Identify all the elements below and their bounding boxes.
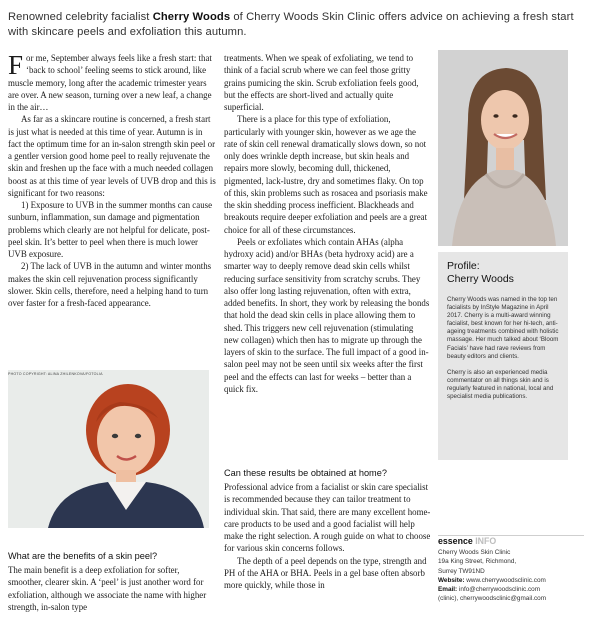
paragraph-2: As far as a skincare routine is concerned, a fresh start is just what is needed at this time of year. Autumn is in fact the optimum time for an in-salon strength skin peel or a gentler version good home peel to really rejuvenate the skin and freshen up the face with a much needed collagen boost as at this time of year levels of UVB drop and this is significant for two reasons: — [8, 114, 216, 198]
info-address-line-3: Surrey TW91ND — [438, 567, 485, 575]
profile-heading: Profile: — [447, 260, 480, 272]
drop-cap: F — [8, 50, 24, 80]
profile-paragraph-2: Cherry is also an experienced media commentator on all things skin and is regularly featured in national, local and specialist media publications. — [447, 368, 554, 401]
profile-box — [438, 252, 568, 460]
intro-standfirst — [8, 10, 584, 40]
home-paragraph-1: Professional advice from a facialist or skin care specialist is recommended because they can tailor treatment to individual skin. That said, there are many excellent home-care products to be used and a good facialist will help make the right selection. A rough guide on what to choose for various skin concerns follows. — [224, 482, 431, 554]
section-benefits-body: The main benefit is a deep exfoliation for softer, smoother, clearer skin. A ‘peel’ is just another word for exfoliation, although we associate the name with higher strength, in-salon type — [8, 565, 207, 612]
col2-paragraph-3: Peels or exfoliates which contain AHAs (alpha hydroxy acid) and/or BHAs (beta hydroxy acid) are a smarter way to deeply remove dead skin cells whilst reducing surface sensitivity from scratchy scrubs. They also offer long lasting rejuvenation, often with extra, added benefits. In short, they work by releasing the bonds that hold the dead skin cells in place allowing them to shed. This triggers new cell rejuvenation (stimulating new collagen) which then has to migrate up through the layers of skin to the surface. The full impact of a good in-salon peel may not be seen until six weeks after the first peel and the effects can last for weeks – better than a quick fix. — [224, 236, 430, 394]
paragraph-3: 1) Exposure to UVB in the summer months can cause sunburn, inflammation, sun damage and pigmentation problems which clearly are not helpful for delicate, post-peel skin. It’s better to peel when there is much lower UVB exposure. — [8, 200, 213, 259]
info-email-row-2[interactable]: (clinic), cherrywoodsclinic@gmail.com — [438, 595, 547, 603]
photo-red-haired-woman — [8, 370, 209, 528]
section-heading-home-results: Can these results be obtained at home? — [224, 468, 387, 478]
info-email-row — [438, 585, 584, 594]
paragraph-1-text: or me, September always feels like a fresh start: that ‘back to school’ feeling seems to stick around, like muscle memory, long after the academic trimester years are over. A new season, turning over a new leaf, a change in the air… — [8, 53, 212, 112]
paragraph-1 — [8, 52, 216, 113]
info-address-line-1: Cherry Woods Skin Clinic — [438, 549, 511, 557]
essence-info-box — [438, 537, 584, 603]
info-email-link[interactable]: info@cherrywoodsclinic.com — [458, 586, 541, 594]
info-heading — [438, 537, 584, 546]
col2-paragraph-1: treatments. When we speak of exfoliating, we tend to think of a facial scrub where we can feel those gritty grains pumicing the skin. Scrub exfoliation feels good, but the effects are short-lived and actually quite superficial. — [224, 53, 419, 112]
profile-paragraph-1: Cherry Woods was named in the top ten facialists by InStyle Magazine in April 2017. Cherry is a multi-award winning facialist, best known for her hi-tech, anti-ageing treatments combined with holistic massage. Her much talked about ‘Bloom Facials’ have had rave reviews from beauty editors and clients. — [447, 296, 559, 360]
info-brand: essence — [438, 536, 473, 546]
profile-name: Cherry Woods — [447, 273, 514, 285]
photo-cherry-woods — [438, 50, 568, 246]
woman-illustration — [8, 370, 209, 528]
photo-credit: PHOTO COPYRIGHT: ALINA ZHILENKOVA/FOTOLIA — [8, 372, 103, 376]
info-address-line-2: 19a King Street, Richmond, — [438, 558, 517, 566]
intro-text-before: Renowned celebrity facialist — [8, 11, 153, 23]
article-column-1 — [8, 52, 216, 309]
article-column-2 — [224, 52, 430, 395]
info-brand-suffix: INFO — [475, 536, 497, 546]
home-paragraph-2: The depth of a peel depends on the type, strength and PH of the AHA or BHA. Peels in a gel base often absorb more quickly, while those in — [224, 555, 427, 591]
info-website-label: Website: — [438, 576, 465, 584]
intro-name: Cherry Woods — [152, 11, 231, 23]
info-email-label: Email: — [438, 586, 458, 594]
col2-paragraph-2: There is a place for this type of exfoliation, particularly with younger skin, however as we age the rate of skin cell renewal dramatically slows down, so not only does wrinkle depth increase, but skin heals and repairs more slowly, becoming dull, thickened, pigmented, lack-lustre, dry and sometimes flaky. On top of this, skin problems such as rosacea and psoriasis make the skin shedding process inefficient. Blackheads and breakouts require deeper exfoliation and peels are a great choice for all of these circumstances. — [224, 114, 428, 235]
paragraph-4: 2) The lack of UVB in the autumn and winter months makes the skin cell rejuvenation process significantly slower. Skin cells, therefore, need a helping hand to turn over faster for a fresh-faced appearance. — [8, 261, 212, 308]
portrait-illustration — [438, 50, 568, 246]
section-heading-benefits: What are the benefits of a skin peel? — [8, 551, 158, 561]
section-home-results-body — [224, 481, 432, 592]
intro-text-after: of Cherry Woods Skin Clinic offers advice on achieving a fresh start with skincare peels and exfoliation this autumn. — [8, 11, 574, 38]
info-website-link[interactable]: www.cherrywoodsclinic.com — [466, 576, 546, 584]
info-website-row — [438, 576, 584, 585]
